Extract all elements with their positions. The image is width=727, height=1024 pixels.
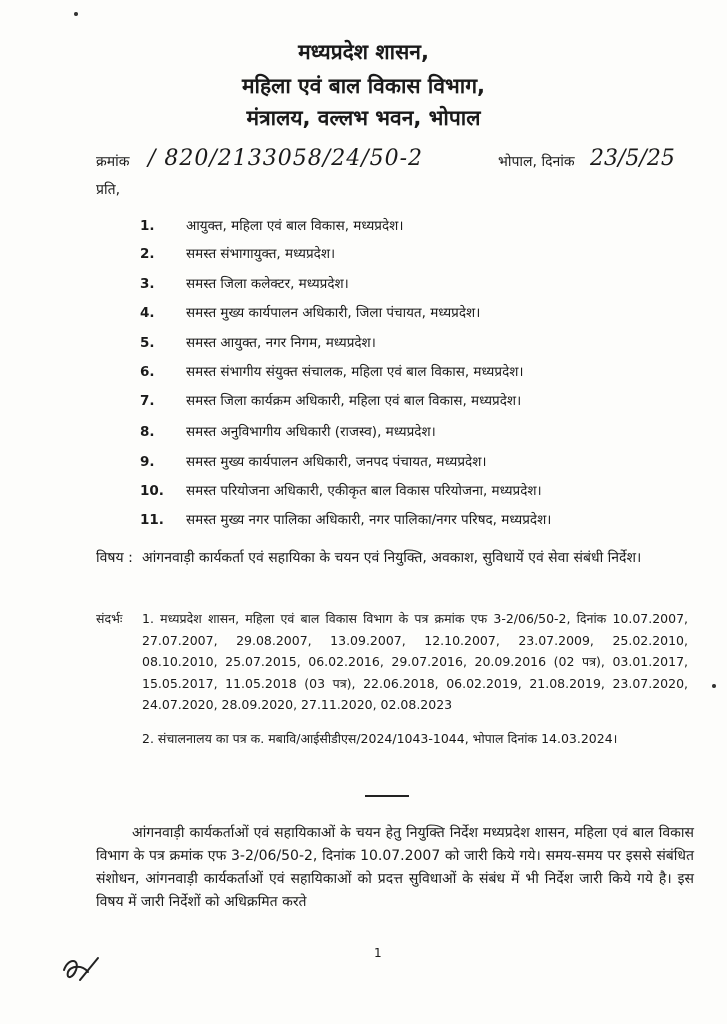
- recipient-item: 10. समस्त परियोजना अधिकारी, एकीकृत बाल विकास परियोजना, मध्यप्रदेश।: [140, 483, 542, 499]
- date-label: भोपाल, दिनांक: [498, 154, 575, 170]
- recipient-item: 1. आयुक्त, महिला एवं बाल विकास, मध्यप्रदेश।: [140, 218, 404, 234]
- reference-number: / 820/2133058/24/50-2: [148, 146, 424, 171]
- header-line-govt: मध्यप्रदेश शासन,: [298, 40, 429, 64]
- subject-label: विषय :: [96, 550, 133, 566]
- recipient-item: 11. समस्त मुख्य नगर पालिका अधिकारी, नगर पालिका/नगर परिषद, मध्यप्रदेश।: [140, 512, 552, 528]
- recipient-item: 9. समस्त मुख्य कार्यपालन अधिकारी, जनपद पंचायत, मध्यप्रदेश।: [140, 454, 487, 470]
- punch-mark-right: [712, 684, 716, 688]
- recipient-item: 3. समस्त जिला कलेक्टर, मध्यप्रदेश।: [140, 276, 349, 292]
- header-line-address: मंत्रालय, वल्लभ भवन, भोपाल: [246, 106, 481, 130]
- recipient-item: 5. समस्त आयुक्त, नगर निगम, मध्यप्रदेश।: [140, 335, 376, 351]
- date-value: 23/5/25: [590, 146, 675, 171]
- reference-item-1: 1. मध्यप्रदेश शासन, महिला एवं बाल विकास विभाग के पत्र क्रमांक एफ 3-2/06/50-2, दिनांक 10.07.2007, 27.07.2007, 29.08.2007, 13.09.2007, 12.10.2007, 23.07.2009, 25.02.2010, 08.10.2010, 25.07.2015, 06.02.2016, 29.07.2016, 20.09.2016 (02 पत्र), 03.01.2017, 15.05.2017, 11.05.2018 (03 पत्र), 22.06.2018, 06.02.2019, 21.08.2019, 23.07.2020, 24.07.2020, 28.09.2020, 27.11.2020, 02.08.2023: [142, 611, 688, 712]
- body-paragraph: आंगनवाड़ी कार्यकर्ताओं एवं सहायिकाओं के चयन हेतु नियुक्ति निर्देश मध्यप्रदेश शासन, महिला एवं बाल विकास विभाग के पत्र क्रमांक एफ 3-2/06/50-2, दिनांक 10.07.2007 को जारी किये गये। समय-समय पर इससे संबंधित संशोधन, आंगनवाड़ी कार्यकर्ताओं एवं सहायिकाओं को प्रदत्त सुविधाओं के संबंध में भी निर्देश जारी किये गये है। इस विषय में जारी निर्देशों को अधिक्रमित करते: [96, 825, 694, 910]
- recipient-item: 2. समस्त संभागायुक्त, मध्यप्रदेश।: [140, 246, 336, 262]
- reference-label: क्रमांक: [96, 154, 130, 170]
- punch-mark-top: [74, 12, 78, 16]
- recipient-item: 8. समस्त अनुविभागीय अधिकारी (राजस्व), मध्यप्रदेश।: [140, 424, 436, 440]
- reference-item-2: 2. संचालनालय का पत्र क. मबावि/आईसीडीएस/2024/1043-1044, भोपाल दिनांक 14.03.2024।: [142, 731, 618, 746]
- to-label: प्रति,: [96, 182, 121, 198]
- reference-line: [96, 148, 697, 178]
- header-line-department: महिला एवं बाल विकास विभाग,: [241, 74, 486, 98]
- separator-line: [365, 795, 409, 797]
- recipient-item: 4. समस्त मुख्य कार्यपालन अधिकारी, जिला पंचायत, मध्यप्रदेश।: [140, 305, 481, 321]
- references-label: संदर्भः: [96, 611, 123, 626]
- subject-block: [96, 548, 692, 569]
- subject-text: आंगनवाड़ी कार्यकर्ता एवं सहायिका के चयन एवं नियुक्ति, अवकाश, सुविधायें एवं सेवा संबंधी निर्देश।: [142, 550, 642, 566]
- recipient-item: 6. समस्त संभागीय संयुक्त संचालक, महिला एवं बाल विकास, मध्यप्रदेश।: [140, 364, 524, 380]
- page-number: 1: [374, 946, 382, 960]
- handwritten-initial-icon: [58, 950, 108, 990]
- recipient-item: 7. समस्त जिला कार्यक्रम अधिकारी, महिला एवं बाल विकास, मध्यप्रदेश।: [140, 393, 522, 409]
